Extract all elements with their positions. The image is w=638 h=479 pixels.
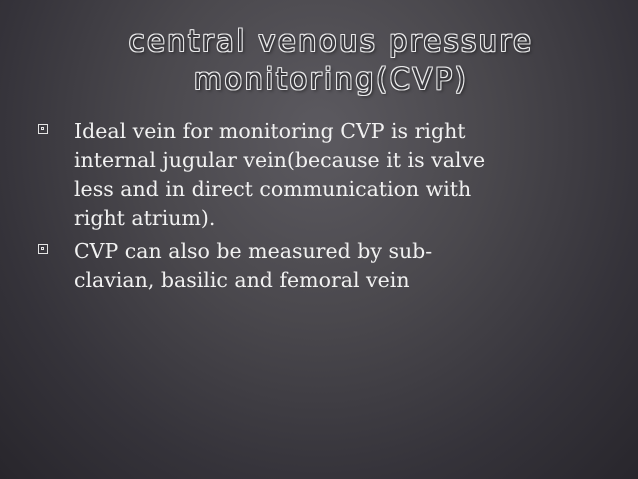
square-bullet-icon — [38, 244, 48, 254]
slide-title-line-2: monitoring(CVP) — [193, 62, 469, 96]
slide-title-line-1: central venous pressure — [128, 24, 534, 58]
bullet-text-line: CVP can also be measured by sub- — [74, 239, 433, 263]
bullet-text-line: internal jugular vein(because it is valve — [74, 148, 486, 172]
bullet-text-line: right atrium). — [74, 206, 216, 230]
bullet-text-line: less and in direct communication with — [74, 177, 472, 201]
bullet-item — [36, 237, 596, 295]
bullet-text-line: Ideal vein for monitoring CVP is right — [74, 119, 466, 143]
square-bullet-icon — [38, 124, 48, 134]
bullet-item — [36, 117, 596, 233]
bullet-text-line: clavian, basilic and femoral vein — [74, 268, 410, 292]
bullet-list — [36, 117, 596, 299]
